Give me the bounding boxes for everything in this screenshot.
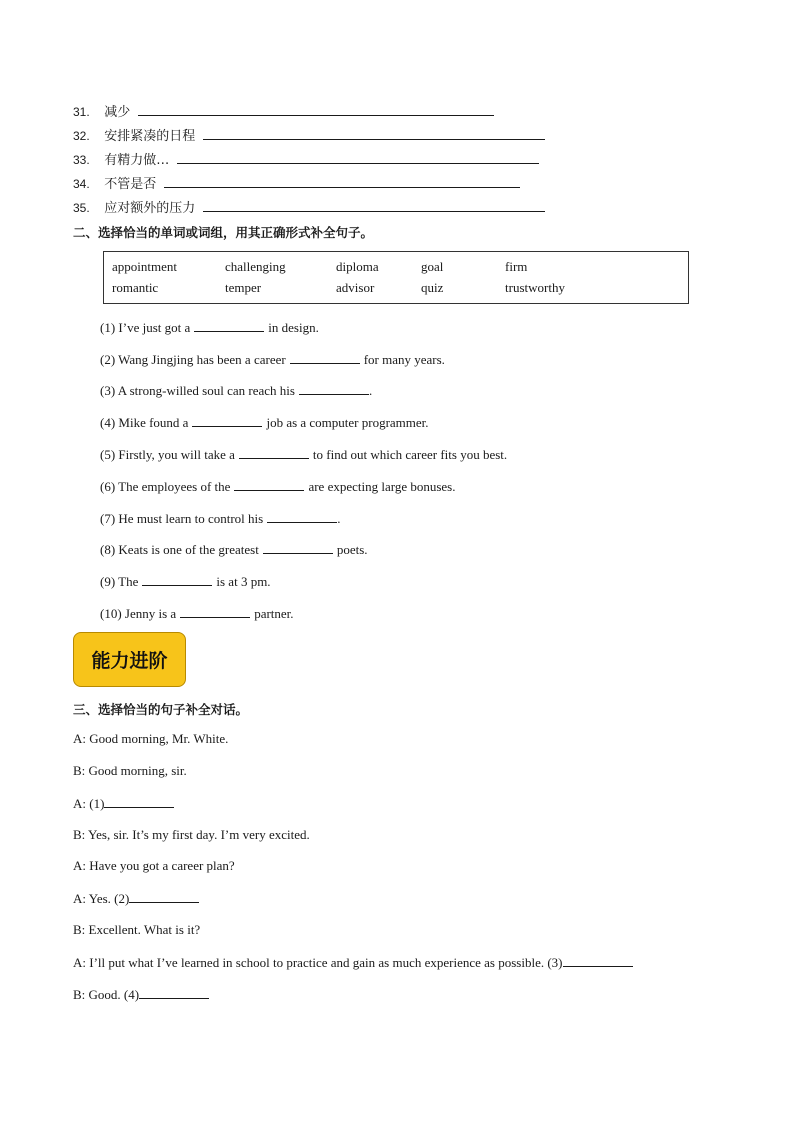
fill-sentence xyxy=(100,510,340,527)
item-number: 35. xyxy=(73,201,90,215)
fill-sentence xyxy=(100,573,271,590)
answer-blank[interactable] xyxy=(203,127,545,140)
dialogue-text: A: I’ll put what I’ve learned in school to practice and gain as much experience as possible. (3) xyxy=(73,955,563,970)
answer-blank[interactable] xyxy=(139,986,209,999)
word-bank-item: quiz xyxy=(421,280,444,295)
fill-sentence xyxy=(100,446,507,463)
item-number: 33. xyxy=(73,153,90,167)
sentence-end: job as a computer programmer. xyxy=(266,415,429,430)
dialogue-line xyxy=(73,986,209,1003)
dialogue-line xyxy=(73,795,174,812)
sentence-start: (8) Keats is one of the greatest xyxy=(100,542,259,557)
answer-blank[interactable] xyxy=(142,573,212,586)
dialogue-line xyxy=(73,827,310,843)
translation-item xyxy=(73,101,494,120)
translation-item xyxy=(73,149,539,168)
dialogue-text: A: Yes. (2) xyxy=(73,891,130,906)
item-text: 不管是否 xyxy=(104,177,157,192)
word-bank xyxy=(103,251,689,304)
answer-blank[interactable] xyxy=(234,478,304,491)
dialogue-text: B: Excellent. What is it? xyxy=(73,922,201,937)
answer-blank[interactable] xyxy=(129,890,199,903)
fill-sentence xyxy=(100,382,372,399)
section-2-heading: 二、选择恰当的单词或词组，用其正确形式补全句子。 xyxy=(73,225,374,240)
dialogue-text: B: Good morning, sir. xyxy=(73,763,187,778)
word-bank-item: challenging xyxy=(225,259,286,274)
word-bank-item: romantic xyxy=(112,280,159,295)
translation-item xyxy=(73,197,545,216)
sentence-start: (7) He must learn to control his xyxy=(100,511,264,526)
word-bank-item: temper xyxy=(225,280,262,295)
translation-item xyxy=(73,173,520,192)
item-text: 有精力做… xyxy=(104,153,170,168)
answer-blank[interactable] xyxy=(263,541,333,554)
word-bank-item: firm xyxy=(505,259,528,274)
item-text: 应对额外的压力 xyxy=(104,201,196,216)
word-bank-item: appointment xyxy=(112,259,177,274)
sentence-start: (4) Mike found a xyxy=(100,415,189,430)
dialogue-line xyxy=(73,763,187,779)
word-bank-item: advisor xyxy=(336,280,375,295)
answer-blank[interactable] xyxy=(180,605,250,618)
sentence-end: in design. xyxy=(268,320,319,335)
dialogue-text: A: Good morning, Mr. White. xyxy=(73,731,229,746)
answer-blank[interactable] xyxy=(164,175,520,188)
answer-blank[interactable] xyxy=(104,795,174,808)
answer-blank[interactable] xyxy=(267,510,337,523)
dialogue-text: B: Yes, sir. It’s my first day. I’m very excited. xyxy=(73,827,310,842)
sentence-start: (10) Jenny is a xyxy=(100,606,177,621)
dialogue-line xyxy=(73,922,200,938)
item-number: 31. xyxy=(73,105,90,119)
fill-sentence xyxy=(100,478,456,495)
dialogue-text: A: (1) xyxy=(73,796,105,811)
sentence-end: poets. xyxy=(336,542,368,557)
answer-blank[interactable] xyxy=(299,382,369,395)
fill-sentence xyxy=(100,319,319,336)
sentence-end: for many years. xyxy=(363,352,445,367)
item-number: 34. xyxy=(73,177,90,191)
word-bank-item: goal xyxy=(421,259,444,274)
item-text: 减少 xyxy=(104,105,131,120)
answer-blank[interactable] xyxy=(203,199,545,212)
answer-blank[interactable] xyxy=(290,351,360,364)
item-number: 32. xyxy=(73,129,90,143)
sentence-end: . xyxy=(368,383,373,398)
ability-advanced-badge xyxy=(73,632,186,687)
sentence-start: (9) The xyxy=(100,574,139,589)
sentence-end: to find out which career fits you best. xyxy=(312,447,508,462)
answer-blank[interactable] xyxy=(192,414,262,427)
sentence-start: (5) Firstly, you will take a xyxy=(100,447,235,462)
fill-sentence xyxy=(100,351,445,368)
dialogue-line xyxy=(73,954,633,971)
badge-label: 能力进阶 xyxy=(91,650,168,672)
answer-blank[interactable] xyxy=(177,151,539,164)
sentence-end: is at 3 pm. xyxy=(216,574,271,589)
fill-sentence xyxy=(100,414,429,431)
dialogue-line xyxy=(73,890,199,907)
fill-sentence xyxy=(100,605,294,622)
fill-sentence xyxy=(100,541,368,558)
sentence-start: (3) A strong-willed soul can reach his xyxy=(100,383,295,398)
answer-blank[interactable] xyxy=(563,954,633,967)
section-3-heading: 三、选择恰当的句子补全对话。 xyxy=(73,702,249,717)
dialogue-text: A: Have you got a career plan? xyxy=(73,858,235,873)
answer-blank[interactable] xyxy=(194,319,264,332)
sentence-end: . xyxy=(337,511,341,526)
sentence-end: partner. xyxy=(254,606,294,621)
sentence-start: (2) Wang Jingjing has been a career xyxy=(100,352,286,367)
sentence-end: are expecting large bonuses. xyxy=(308,479,456,494)
dialogue-line xyxy=(73,858,235,874)
item-text: 安排紧凑的日程 xyxy=(104,129,196,144)
dialogue-text: B: Good. (4) xyxy=(73,987,140,1002)
sentence-start: (6) The employees of the xyxy=(100,479,231,494)
answer-blank[interactable] xyxy=(239,446,309,459)
word-bank-item: trustworthy xyxy=(505,280,565,295)
translation-item xyxy=(73,125,545,144)
word-bank-item: diploma xyxy=(336,259,379,274)
dialogue-line xyxy=(73,731,228,747)
answer-blank[interactable] xyxy=(138,103,494,116)
sentence-start: (1) I’ve just got a xyxy=(100,320,191,335)
